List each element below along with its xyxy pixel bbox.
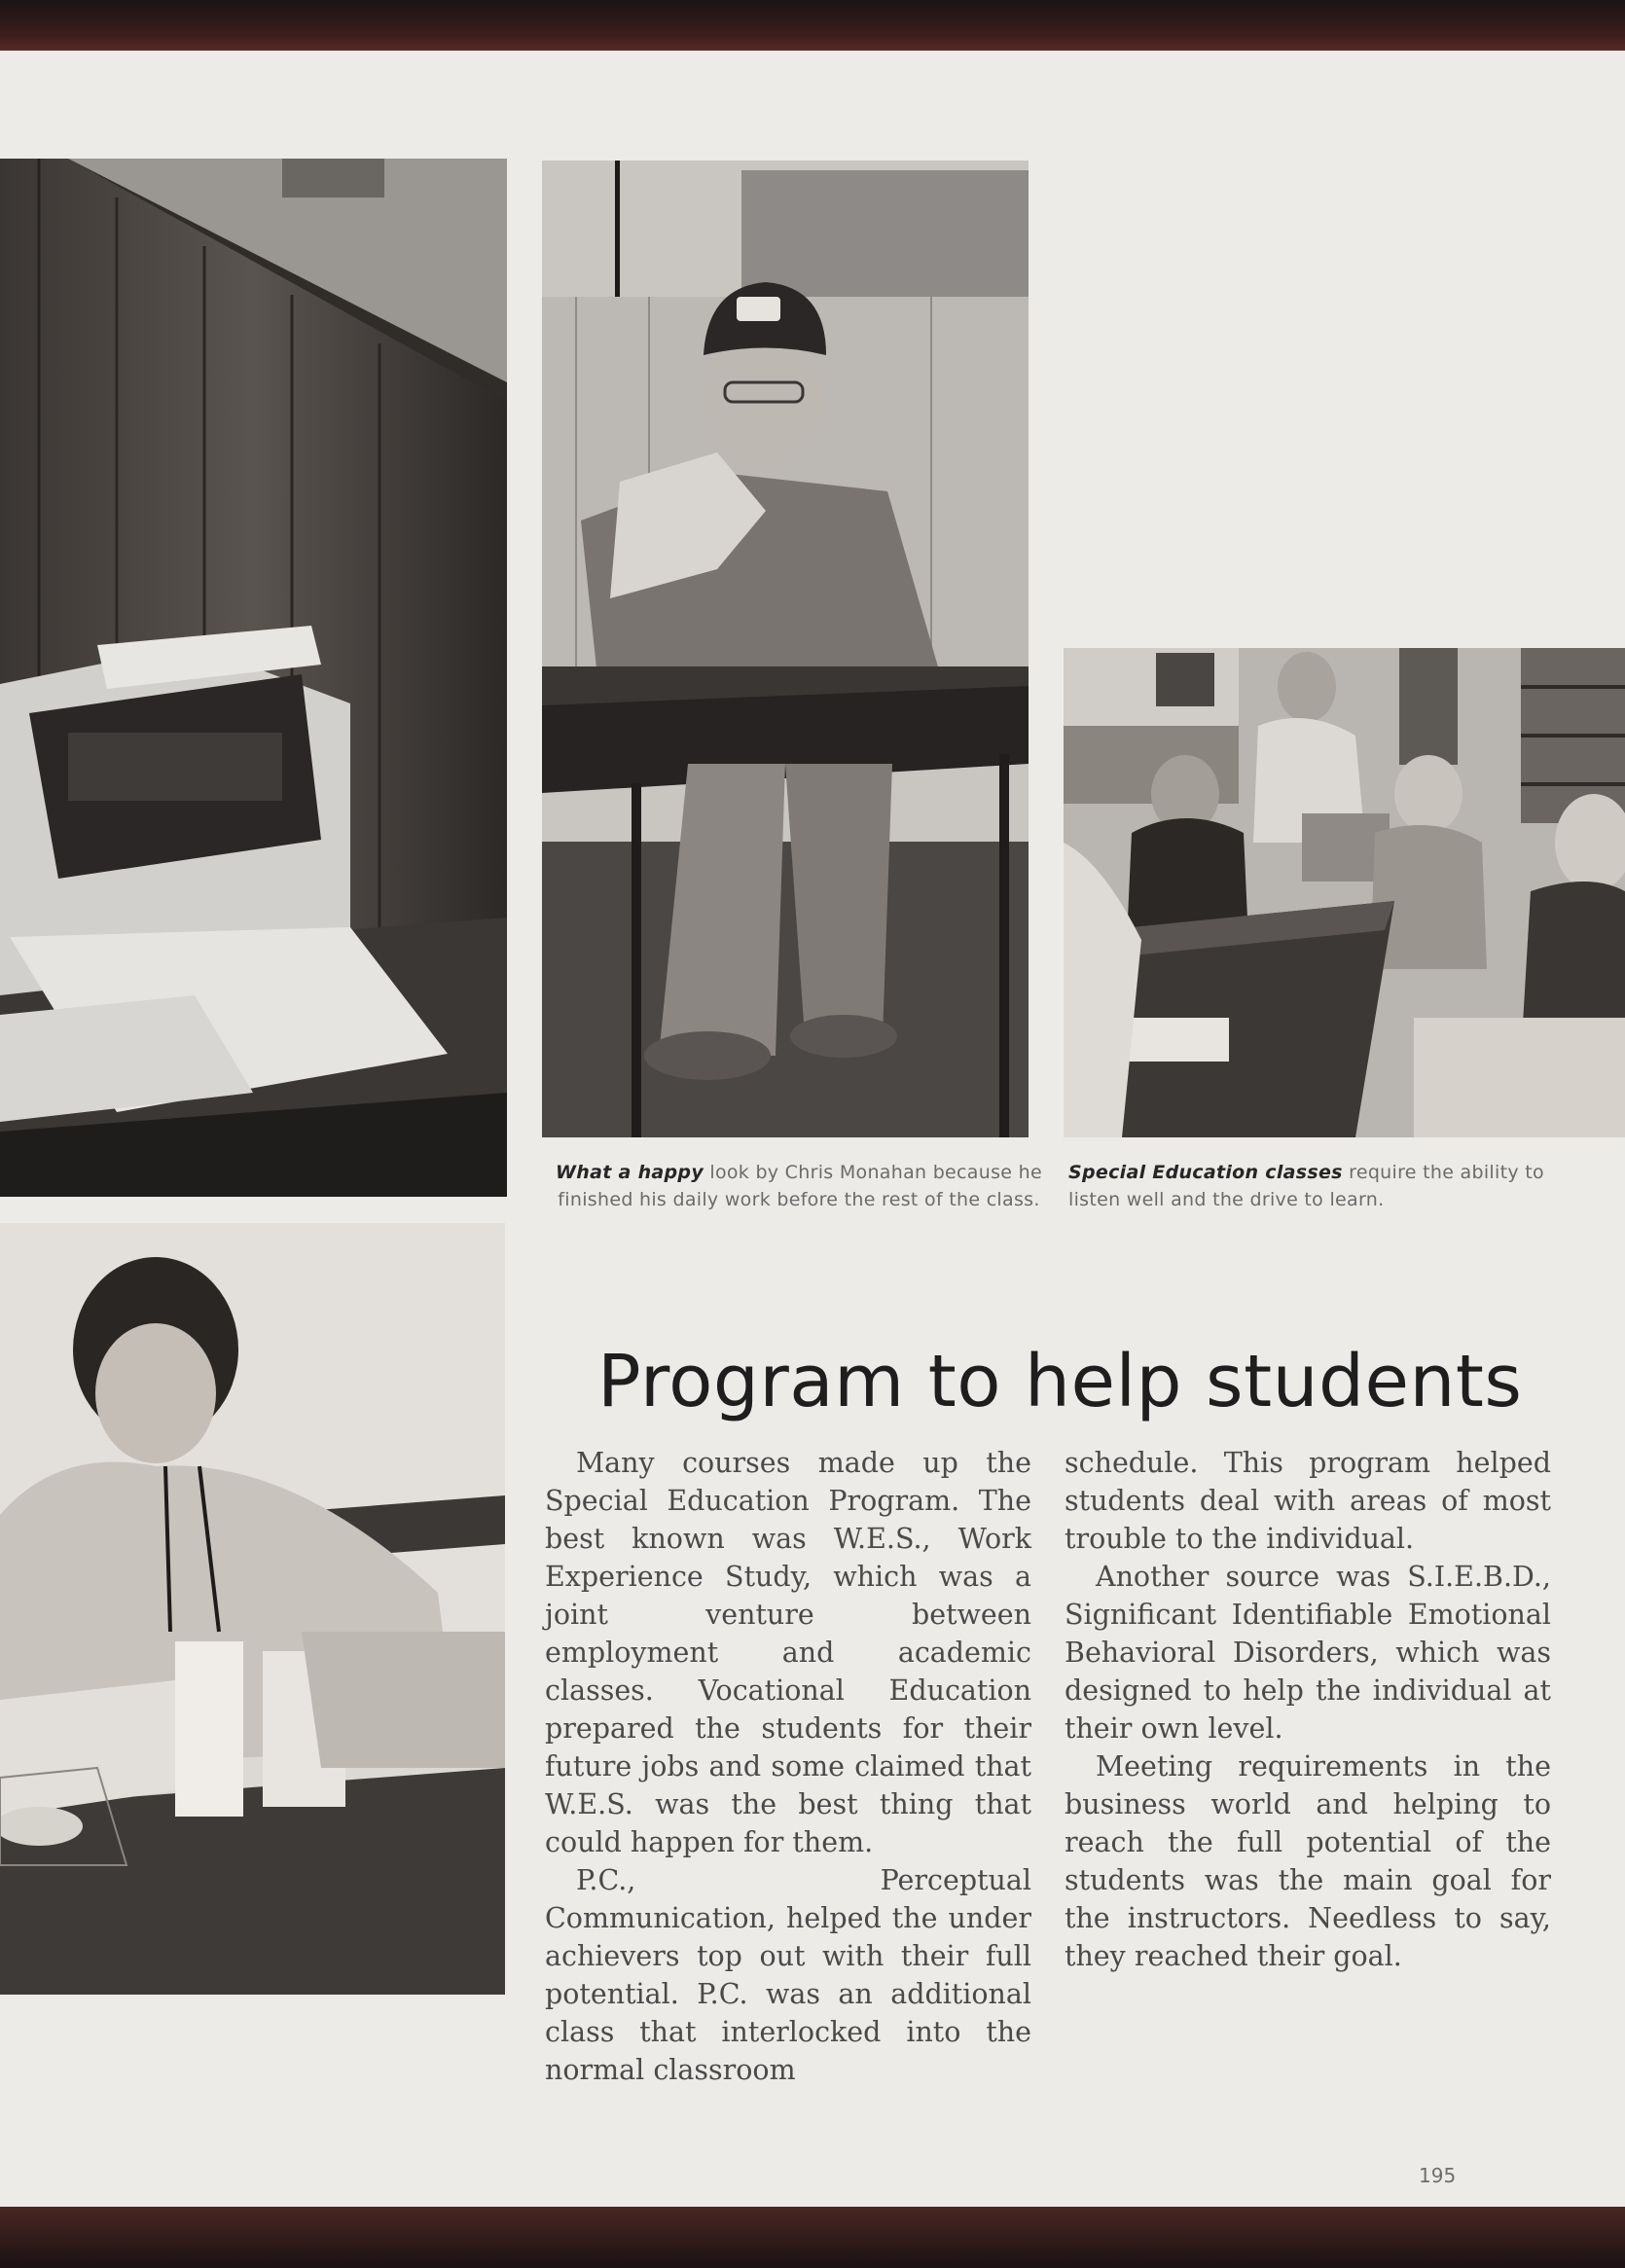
article-column-2 xyxy=(1065,1444,1551,1975)
page-title: Program to help students xyxy=(597,1340,1523,1423)
page-number: 195 xyxy=(1419,2164,1457,2187)
photo-student-reading xyxy=(0,1223,505,1995)
yearbook-page xyxy=(0,51,1625,2207)
caption-lead: Special Education classes xyxy=(1068,1162,1343,1183)
caption-special-education xyxy=(1068,1159,1574,1213)
article-column-1 xyxy=(545,1444,1031,2089)
book-binding-bottom xyxy=(0,2207,1625,2268)
article-paragraph: schedule. This program helped students deal with areas of most trouble to the individual. xyxy=(1065,1447,1551,1555)
photo-chris-monahan xyxy=(542,161,1029,1137)
book-binding-top xyxy=(0,0,1625,51)
article-paragraph: Another source was S.I.E.B.D., Significant Identifiable Emotional Behavioral Disorders, which was designed to help the individual at their own level. xyxy=(1065,1561,1551,1745)
article-paragraph: Meeting requirements in the business world and helping to reach the full potential of the students was the main goal for the instructors. Needless to say, they reached their goal. xyxy=(1065,1750,1551,1972)
caption-lead: What a happy xyxy=(556,1162,704,1183)
article-paragraph: Many courses made up the Special Education Program. The best known was W.E.S., Work Experience Study, which was a joint venture between employment and academic classes. Vocational Education prepared the students for their future jobs and some claimed that W.E.S. was the best thing that could happen for them. xyxy=(545,1447,1031,1858)
photo-typewriter xyxy=(0,159,507,1197)
caption-chris-monahan xyxy=(541,1159,1057,1213)
article-paragraph: P.C., Perceptual Communication, helped the under achievers top out with their full potential. P.C. was an additional class that interlocked into the normal classroom xyxy=(545,1864,1031,2086)
caption-text: require the ability to listen well and the drive to learn. xyxy=(1068,1162,1544,1210)
photo-special-education-class xyxy=(1064,648,1625,1137)
caption-text: look by Chris Monahan because he finished his daily work before the rest of the class. xyxy=(558,1162,1042,1210)
